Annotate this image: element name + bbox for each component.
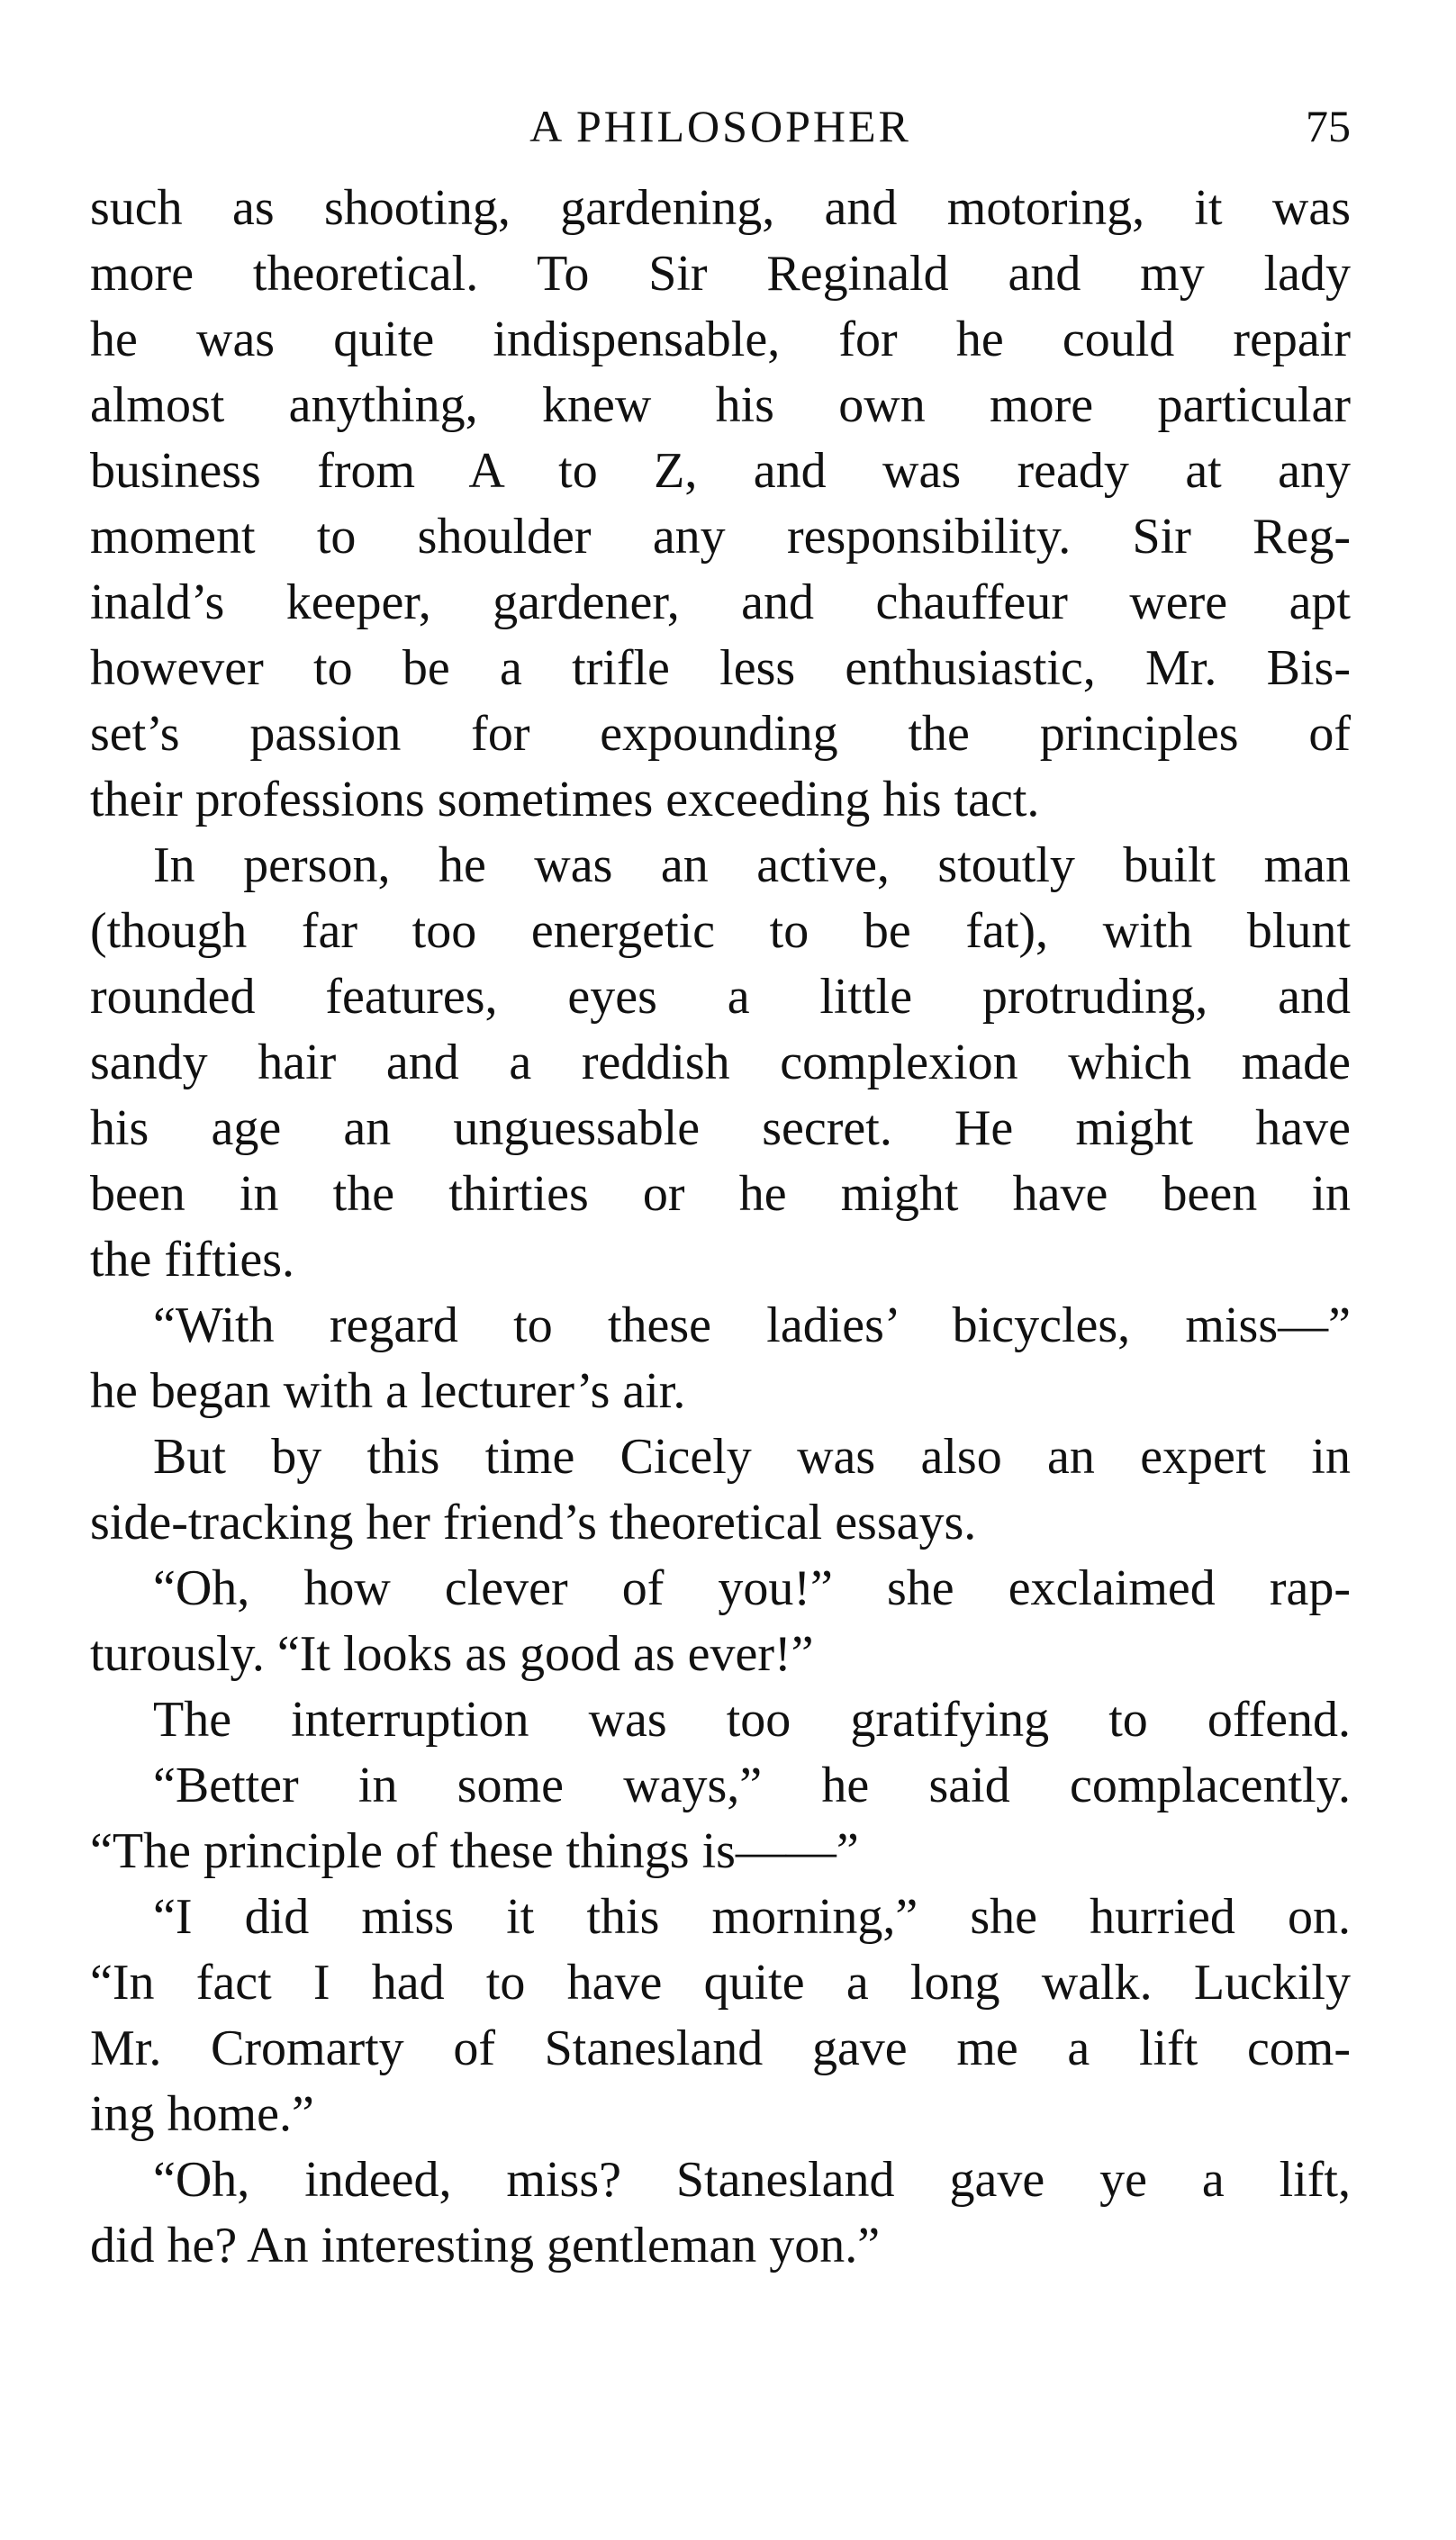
text-line: their professions sometimes exceeding his tact. bbox=[90, 772, 1040, 827]
text-line: inald’s keeper, gardener, and chauffeur were apt bbox=[90, 574, 1351, 630]
text-line: “With regard to these ladies’ bicycles, miss—” bbox=[153, 1297, 1351, 1353]
running-header bbox=[90, 95, 1351, 158]
text-line: been in the thirties or he might have been in bbox=[90, 1166, 1351, 1222]
text-line: “I did miss it this morning,” she hurried on. bbox=[153, 1889, 1351, 1945]
text-line: however to be a trifle less enthusiastic, Mr. Bis- bbox=[90, 640, 1351, 696]
text-line: more theoretical. To Sir Reginald and my lady bbox=[90, 246, 1351, 302]
text-line: “Better in some ways,” he said complacently. bbox=[153, 1758, 1351, 1813]
text-line: the fifties. bbox=[90, 1232, 295, 1288]
page-number: 75 bbox=[1306, 101, 1351, 151]
text-line: “Oh, how clever of you!” she exclaimed rap- bbox=[153, 1560, 1351, 1616]
text-line: “Oh, indeed, miss? Stanesland gave ye a lift, bbox=[153, 2152, 1351, 2208]
text-line: he began with a lecturer’s air. bbox=[90, 1363, 686, 1419]
text-line: The interruption was too gratifying to offend. bbox=[153, 1692, 1351, 1748]
text-line: sandy hair and a reddish complexion which made bbox=[90, 1035, 1351, 1090]
text-line: “In fact I had to have quite a long walk. Luckily bbox=[90, 1955, 1351, 2011]
running-title: A PHILOSOPHER bbox=[529, 101, 911, 151]
text-line: rounded features, eyes a little protruding, and bbox=[90, 969, 1351, 1025]
text-line: Mr. Cromarty of Stanesland gave me a lift com- bbox=[90, 2020, 1351, 2076]
text-line: business from A to Z, and was ready at any bbox=[90, 443, 1351, 499]
text-line: ing home.” bbox=[90, 2086, 314, 2142]
body-text bbox=[90, 176, 1351, 2279]
text-line: side-tracking her friend’s theoretical essays. bbox=[90, 1495, 977, 1550]
text-line: set’s passion for expounding the principles of bbox=[90, 706, 1351, 762]
text-line: In person, he was an active, stoutly built man bbox=[153, 837, 1351, 893]
text-line: did he? An interesting gentleman yon.” bbox=[90, 2218, 881, 2273]
text-line: he was quite indispensable, for he could repair bbox=[90, 312, 1351, 367]
text-line: (though far too energetic to be fat), with blunt bbox=[90, 903, 1351, 959]
text-line: his age an unguessable secret. He might have bbox=[90, 1100, 1351, 1156]
text-line: “The principle of these things is——” bbox=[90, 1823, 859, 1879]
text-line: almost anything, knew his own more particular bbox=[90, 377, 1351, 433]
text-line: such as shooting, gardening, and motoring, it was bbox=[90, 180, 1351, 236]
text-line: moment to shoulder any responsibility. Sir Reg- bbox=[90, 509, 1351, 565]
text-line: But by this time Cicely was also an expert in bbox=[153, 1429, 1351, 1485]
text-line: turously. “It looks as good as ever!” bbox=[90, 1626, 814, 1682]
